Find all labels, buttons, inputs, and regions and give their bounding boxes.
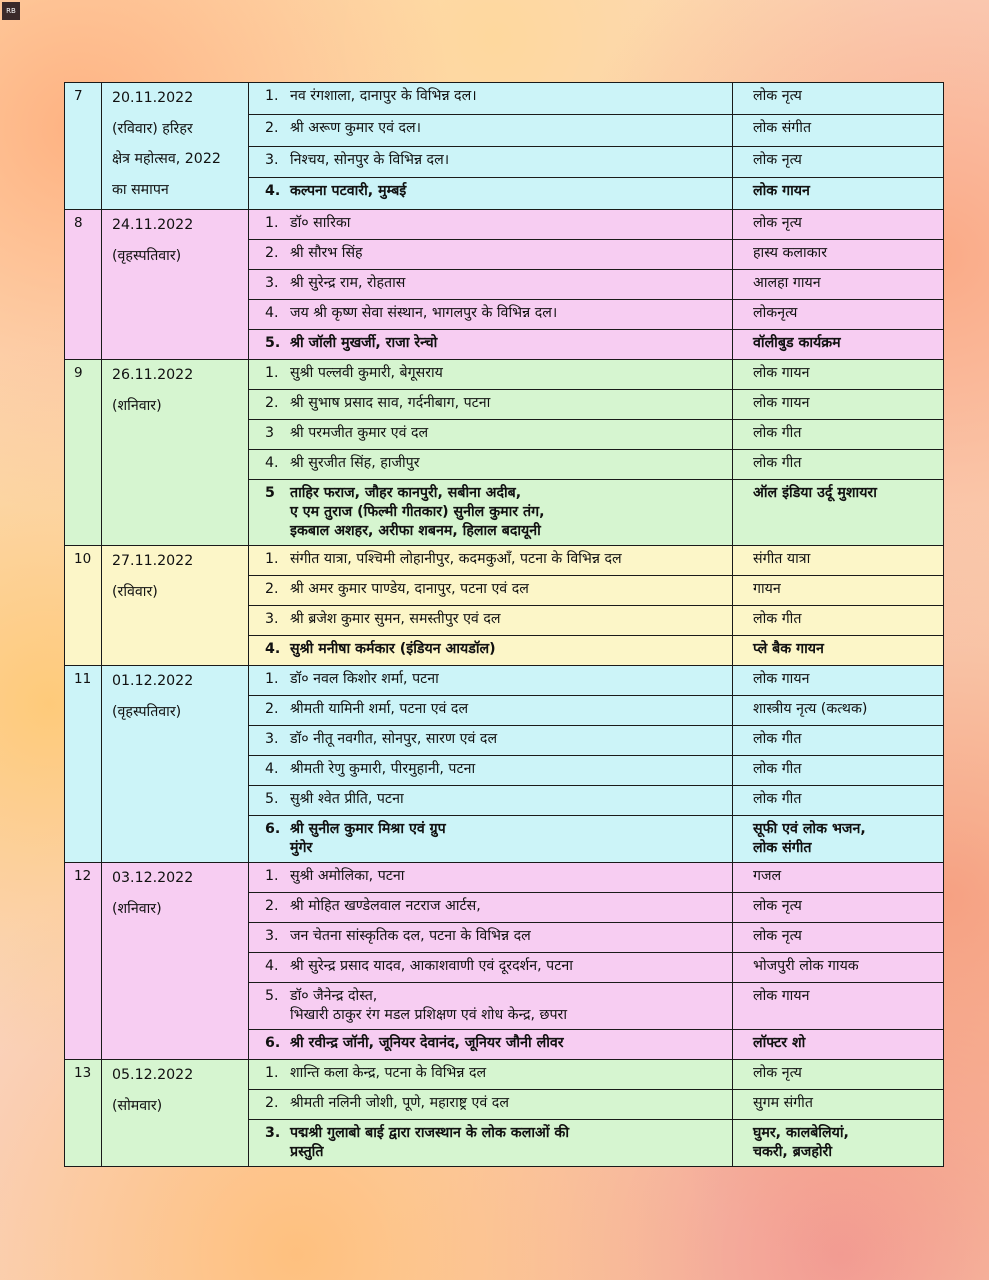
item-number: 5.	[265, 335, 281, 351]
date-cell	[102, 1060, 249, 1167]
date-line: (वृहस्पतिवार)	[112, 247, 182, 264]
category-text-continued: लोक संगीत	[753, 840, 812, 856]
category-cell	[733, 576, 944, 606]
date-line: 27.11.2022	[112, 553, 194, 569]
item-number: 4.	[265, 305, 279, 321]
performer-text: पद्मश्री गुलाबो बाई द्वारा राजस्थान के लोक कलाओं की	[290, 1125, 570, 1141]
performer-text: ताहिर फराज, जौहर कानपुरी, सबीना अदीब,	[290, 485, 522, 501]
performer-cell	[249, 178, 733, 210]
category-text: लोक गीत	[753, 761, 802, 777]
category-cell	[733, 1030, 944, 1060]
performer-cell	[249, 360, 733, 390]
category-cell	[733, 1120, 944, 1167]
category-text: हास्य कलाकार	[753, 245, 828, 261]
performer-cell	[249, 576, 733, 606]
performer-cell	[249, 270, 733, 300]
category-text: लोक गायन	[753, 988, 810, 1004]
category-text: लोकनृत्य	[753, 305, 798, 321]
item-number: 4.	[265, 455, 279, 471]
serial-number-cell: 9	[65, 360, 102, 546]
date-line: का समापन	[112, 181, 169, 198]
item-number: 3.	[265, 731, 279, 747]
table-row	[65, 83, 944, 115]
performer-text: श्री सुभाष प्रसाद साव, गर्दनीबाग, पटना	[290, 395, 491, 411]
category-cell	[733, 390, 944, 420]
category-cell	[733, 330, 944, 360]
item-number: 3.	[265, 1125, 281, 1141]
serial-number-cell: 8	[65, 210, 102, 360]
item-number: 6.	[265, 1035, 281, 1051]
performer-cell	[249, 816, 733, 863]
performer-text: श्री मोहित खण्डेलवाल नटराज आर्टस,	[290, 898, 481, 914]
category-cell	[733, 786, 944, 816]
item-number: 3.	[265, 928, 279, 944]
date-line: (वृहस्पतिवार)	[112, 703, 182, 720]
performer-text: श्री जॉली मुखर्जी, राजा रेन्चो	[290, 335, 438, 351]
category-cell	[733, 178, 944, 210]
performer-cell	[249, 546, 733, 576]
date-line: 01.12.2022	[112, 673, 194, 689]
category-cell	[733, 1060, 944, 1090]
date-line: (रविवार)	[112, 583, 158, 600]
category-text: लोक गायन	[753, 395, 810, 411]
category-text: लॉफ्टर शो	[753, 1035, 806, 1051]
performer-cell	[249, 480, 733, 546]
performer-text: सुश्री मनीषा कर्मकार (इंडियन आयडॉल)	[290, 641, 496, 657]
item-number: 6.	[265, 821, 281, 837]
item-number: 4.	[265, 761, 279, 777]
item-number: 3.	[265, 275, 279, 291]
category-text: लोक गायन	[753, 183, 810, 200]
performer-cell	[249, 420, 733, 450]
performer-text: नव रंगशाला, दानापुर के विभिन्न दल।	[290, 88, 477, 104]
item-number: 5.	[265, 988, 279, 1004]
performer-text-continued: प्रस्तुति	[290, 1144, 324, 1160]
category-text: लोक नृत्य	[753, 1065, 802, 1081]
performer-text: श्री सौरभ सिंह	[290, 245, 363, 261]
category-cell	[733, 546, 944, 576]
performer-text: श्री रवीन्द्र जॉनी, जूनियर देवानंद, जूनियर जौनी लीवर	[290, 1035, 564, 1051]
category-cell	[733, 816, 944, 863]
item-number: 2.	[265, 581, 279, 597]
performer-cell	[249, 863, 733, 893]
category-cell	[733, 240, 944, 270]
performer-cell	[249, 923, 733, 953]
table-row	[65, 863, 944, 893]
date-line: (सोमवार)	[112, 1097, 163, 1114]
performer-cell	[249, 240, 733, 270]
performer-cell	[249, 1060, 733, 1090]
category-cell	[733, 480, 944, 546]
performer-cell	[249, 696, 733, 726]
category-text: लोक नृत्य	[753, 215, 802, 231]
category-cell	[733, 300, 944, 330]
category-cell	[733, 666, 944, 696]
performer-text: जय श्री कृष्ण सेवा संस्थान, भागलपुर के विभिन्न दल।	[290, 305, 558, 321]
date-cell	[102, 863, 249, 1060]
performer-cell	[249, 636, 733, 666]
category-cell	[733, 893, 944, 923]
date-cell	[102, 210, 249, 360]
category-cell	[733, 420, 944, 450]
category-cell	[733, 450, 944, 480]
performer-text: श्री सुरेन्द्र प्रसाद यादव, आकाशवाणी एवं दूरदर्शन, पटना	[290, 958, 573, 974]
performer-text-continued: इकबाल अशहर, अरीफा शबनम, हिलाल बदायूनी	[290, 523, 541, 539]
date-line: 03.12.2022	[112, 870, 194, 886]
performer-cell	[249, 1030, 733, 1060]
performer-text: कल्पना पटवारी, मुम्बई	[290, 183, 407, 200]
item-number: 1.	[265, 671, 279, 687]
category-text: लोक गीत	[753, 425, 802, 441]
performer-cell	[249, 1090, 733, 1120]
performer-text: श्री सुरजीत सिंह, हाजीपुर	[290, 455, 420, 471]
performer-text: जन चेतना सांस्कृतिक दल, पटना के विभिन्न दल	[290, 928, 531, 944]
item-number: 1.	[265, 365, 279, 381]
performer-cell	[249, 83, 733, 115]
category-cell	[733, 210, 944, 240]
item-number: 1.	[265, 215, 279, 231]
performer-text: श्रीमती नलिनी जोशी, पूणे, महाराष्ट्र एवं दल	[290, 1095, 509, 1111]
performer-text: श्री सुरेन्द्र राम, रोहतास	[290, 275, 406, 291]
category-cell	[733, 606, 944, 636]
category-cell	[733, 146, 944, 178]
table-row	[65, 1060, 944, 1090]
date-cell	[102, 360, 249, 546]
item-number: 3.	[265, 151, 279, 168]
performer-cell	[249, 756, 733, 786]
performer-text: श्री ब्रजेश कुमार सुमन, समस्तीपुर एवं दल	[290, 611, 501, 627]
performer-cell	[249, 210, 733, 240]
item-number: 1.	[265, 868, 279, 884]
serial-number-cell: 12	[65, 863, 102, 1060]
performer-text: शान्ति कला केन्द्र, पटना के विभिन्न दल	[290, 1065, 487, 1081]
category-text: सुगम संगीत	[753, 1095, 813, 1111]
category-cell	[733, 756, 944, 786]
date-cell	[102, 546, 249, 666]
performer-text: सुश्री श्वेत प्रीति, पटना	[290, 791, 404, 807]
performer-text: श्रीमती यामिनी शर्मा, पटना एवं दल	[290, 701, 469, 717]
category-text: भोजपुरी लोक गायक	[753, 958, 859, 974]
item-number: 2.	[265, 245, 279, 261]
category-cell	[733, 726, 944, 756]
item-number: 3	[265, 425, 275, 441]
performer-text: सुश्री अमोलिका, पटना	[290, 868, 405, 884]
performer-cell	[249, 726, 733, 756]
performer-text: डॉ० जैनेन्द्र दोस्त,	[290, 988, 378, 1004]
category-text: गजल	[753, 868, 782, 884]
category-text: लोक गीत	[753, 791, 802, 807]
category-text: संगीत यात्रा	[753, 551, 811, 567]
item-number: 2.	[265, 898, 279, 914]
category-text: लोक गीत	[753, 731, 802, 747]
category-text: प्ले बैक गायन	[753, 641, 824, 657]
item-number: 3.	[265, 611, 279, 627]
date-line: 26.11.2022	[112, 367, 194, 383]
item-number: 2.	[265, 119, 279, 136]
category-cell	[733, 863, 944, 893]
performer-text: निश्चय, सोनपुर के विभिन्न दल।	[290, 151, 450, 168]
category-cell	[733, 360, 944, 390]
category-text: लोक नृत्य	[753, 151, 802, 168]
serial-number-cell: 7	[65, 83, 102, 210]
date-line: क्षेत्र महोत्सव, 2022	[112, 151, 221, 167]
performer-text: संगीत यात्रा, पश्चिमी लोहानीपुर, कदमकुआँ, पटना के विभिन्न दल	[290, 551, 622, 567]
category-text-continued: चकरी, ब्रजहोरी	[753, 1144, 833, 1160]
performer-text: डॉ० सारिका	[290, 215, 351, 231]
performer-text: श्री अमर कुमार पाण्डेय, दानापुर, पटना एवं दल	[290, 581, 529, 597]
performer-cell	[249, 114, 733, 146]
category-cell	[733, 83, 944, 115]
item-number: 4.	[265, 958, 279, 974]
category-cell	[733, 953, 944, 983]
performer-cell	[249, 666, 733, 696]
category-text: लोक नृत्य	[753, 928, 802, 944]
category-cell	[733, 270, 944, 300]
category-cell	[733, 923, 944, 953]
performer-text: डॉ० नीतू नवगीत, सोनपुर, सारण एवं दल	[290, 731, 498, 747]
performer-text: श्रीमती रेणु कुमारी, पीरमुहानी, पटना	[290, 761, 476, 777]
category-text: लोक गायन	[753, 671, 810, 687]
performer-cell	[249, 953, 733, 983]
date-line: (शनिवार)	[112, 397, 162, 414]
date-line: (रविवार) हरिहर	[112, 120, 193, 137]
category-text: लोक संगीत	[753, 119, 812, 136]
category-text: आलहा गायन	[753, 275, 821, 291]
item-number: 5.	[265, 791, 279, 807]
performer-cell	[249, 983, 733, 1030]
performer-cell	[249, 146, 733, 178]
category-text: ऑल इंडिया उर्दू मुशायरा	[753, 485, 877, 501]
serial-number-cell: 13	[65, 1060, 102, 1167]
performer-text: डॉ० नवल किशोर शर्मा, पटना	[290, 671, 439, 687]
performer-text: श्री अरूण कुमार एवं दल।	[290, 119, 422, 136]
performer-text-continued: ए एम तुराज (फिल्मी गीतकार) सुनील कुमार तंग,	[290, 504, 545, 520]
performer-cell	[249, 893, 733, 923]
category-text: शास्त्रीय नृत्य (कत्थक)	[753, 701, 868, 717]
category-text: लोक नृत्य	[753, 88, 802, 104]
performer-cell	[249, 300, 733, 330]
item-number: 2.	[265, 1095, 279, 1111]
table-row	[65, 210, 944, 240]
category-text: गायन	[753, 581, 781, 597]
performer-cell	[249, 786, 733, 816]
category-cell	[733, 1090, 944, 1120]
date-line: 24.11.2022	[112, 217, 194, 233]
item-number: 5	[265, 485, 275, 501]
performer-text-continued: भिखारी ठाकुर रंग मडल प्रशिक्षण एवं शोध केन्द्र, छपरा	[290, 1007, 567, 1023]
performer-text: श्री सुनील कुमार मिश्रा एवं ग्रुप	[290, 821, 446, 837]
date-cell	[102, 83, 249, 210]
publisher-logo: RB	[2, 2, 20, 20]
item-number: 2.	[265, 395, 279, 411]
serial-number-cell: 11	[65, 666, 102, 863]
performer-cell	[249, 1120, 733, 1167]
performer-cell	[249, 390, 733, 420]
table-row	[65, 360, 944, 390]
table-row	[65, 546, 944, 576]
date-line: 20.11.2022	[112, 90, 194, 106]
table-row	[65, 666, 944, 696]
category-text: वॉलीबुड कार्यक्रम	[753, 335, 841, 351]
performer-cell	[249, 450, 733, 480]
item-number: 1.	[265, 551, 279, 567]
category-text: घुमर, कालबेलियां,	[753, 1125, 849, 1141]
category-cell	[733, 696, 944, 726]
category-cell	[733, 114, 944, 146]
category-cell	[733, 983, 944, 1030]
item-number: 4.	[265, 641, 281, 657]
category-text: सूफी एवं लोक भजन,	[753, 821, 866, 837]
item-number: 4.	[265, 183, 281, 200]
program-schedule-table	[64, 82, 944, 1167]
serial-number-cell: 10	[65, 546, 102, 666]
performer-text-continued: मुंगेर	[290, 840, 313, 856]
date-cell	[102, 666, 249, 863]
performer-cell	[249, 606, 733, 636]
category-cell	[733, 636, 944, 666]
category-text: लोक नृत्य	[753, 898, 802, 914]
performer-cell	[249, 330, 733, 360]
date-line: (शनिवार)	[112, 900, 162, 917]
performer-text: सुश्री पल्लवी कुमारी, बेगूसराय	[290, 365, 443, 381]
performer-text: श्री परमजीत कुमार एवं दल	[290, 425, 429, 441]
item-number: 2.	[265, 701, 279, 717]
category-text: लोक गायन	[753, 365, 810, 381]
category-text: लोक गीत	[753, 455, 802, 471]
category-text: लोक गीत	[753, 611, 802, 627]
date-line: 05.12.2022	[112, 1067, 194, 1083]
item-number: 1.	[265, 1065, 279, 1081]
item-number: 1.	[265, 88, 279, 104]
